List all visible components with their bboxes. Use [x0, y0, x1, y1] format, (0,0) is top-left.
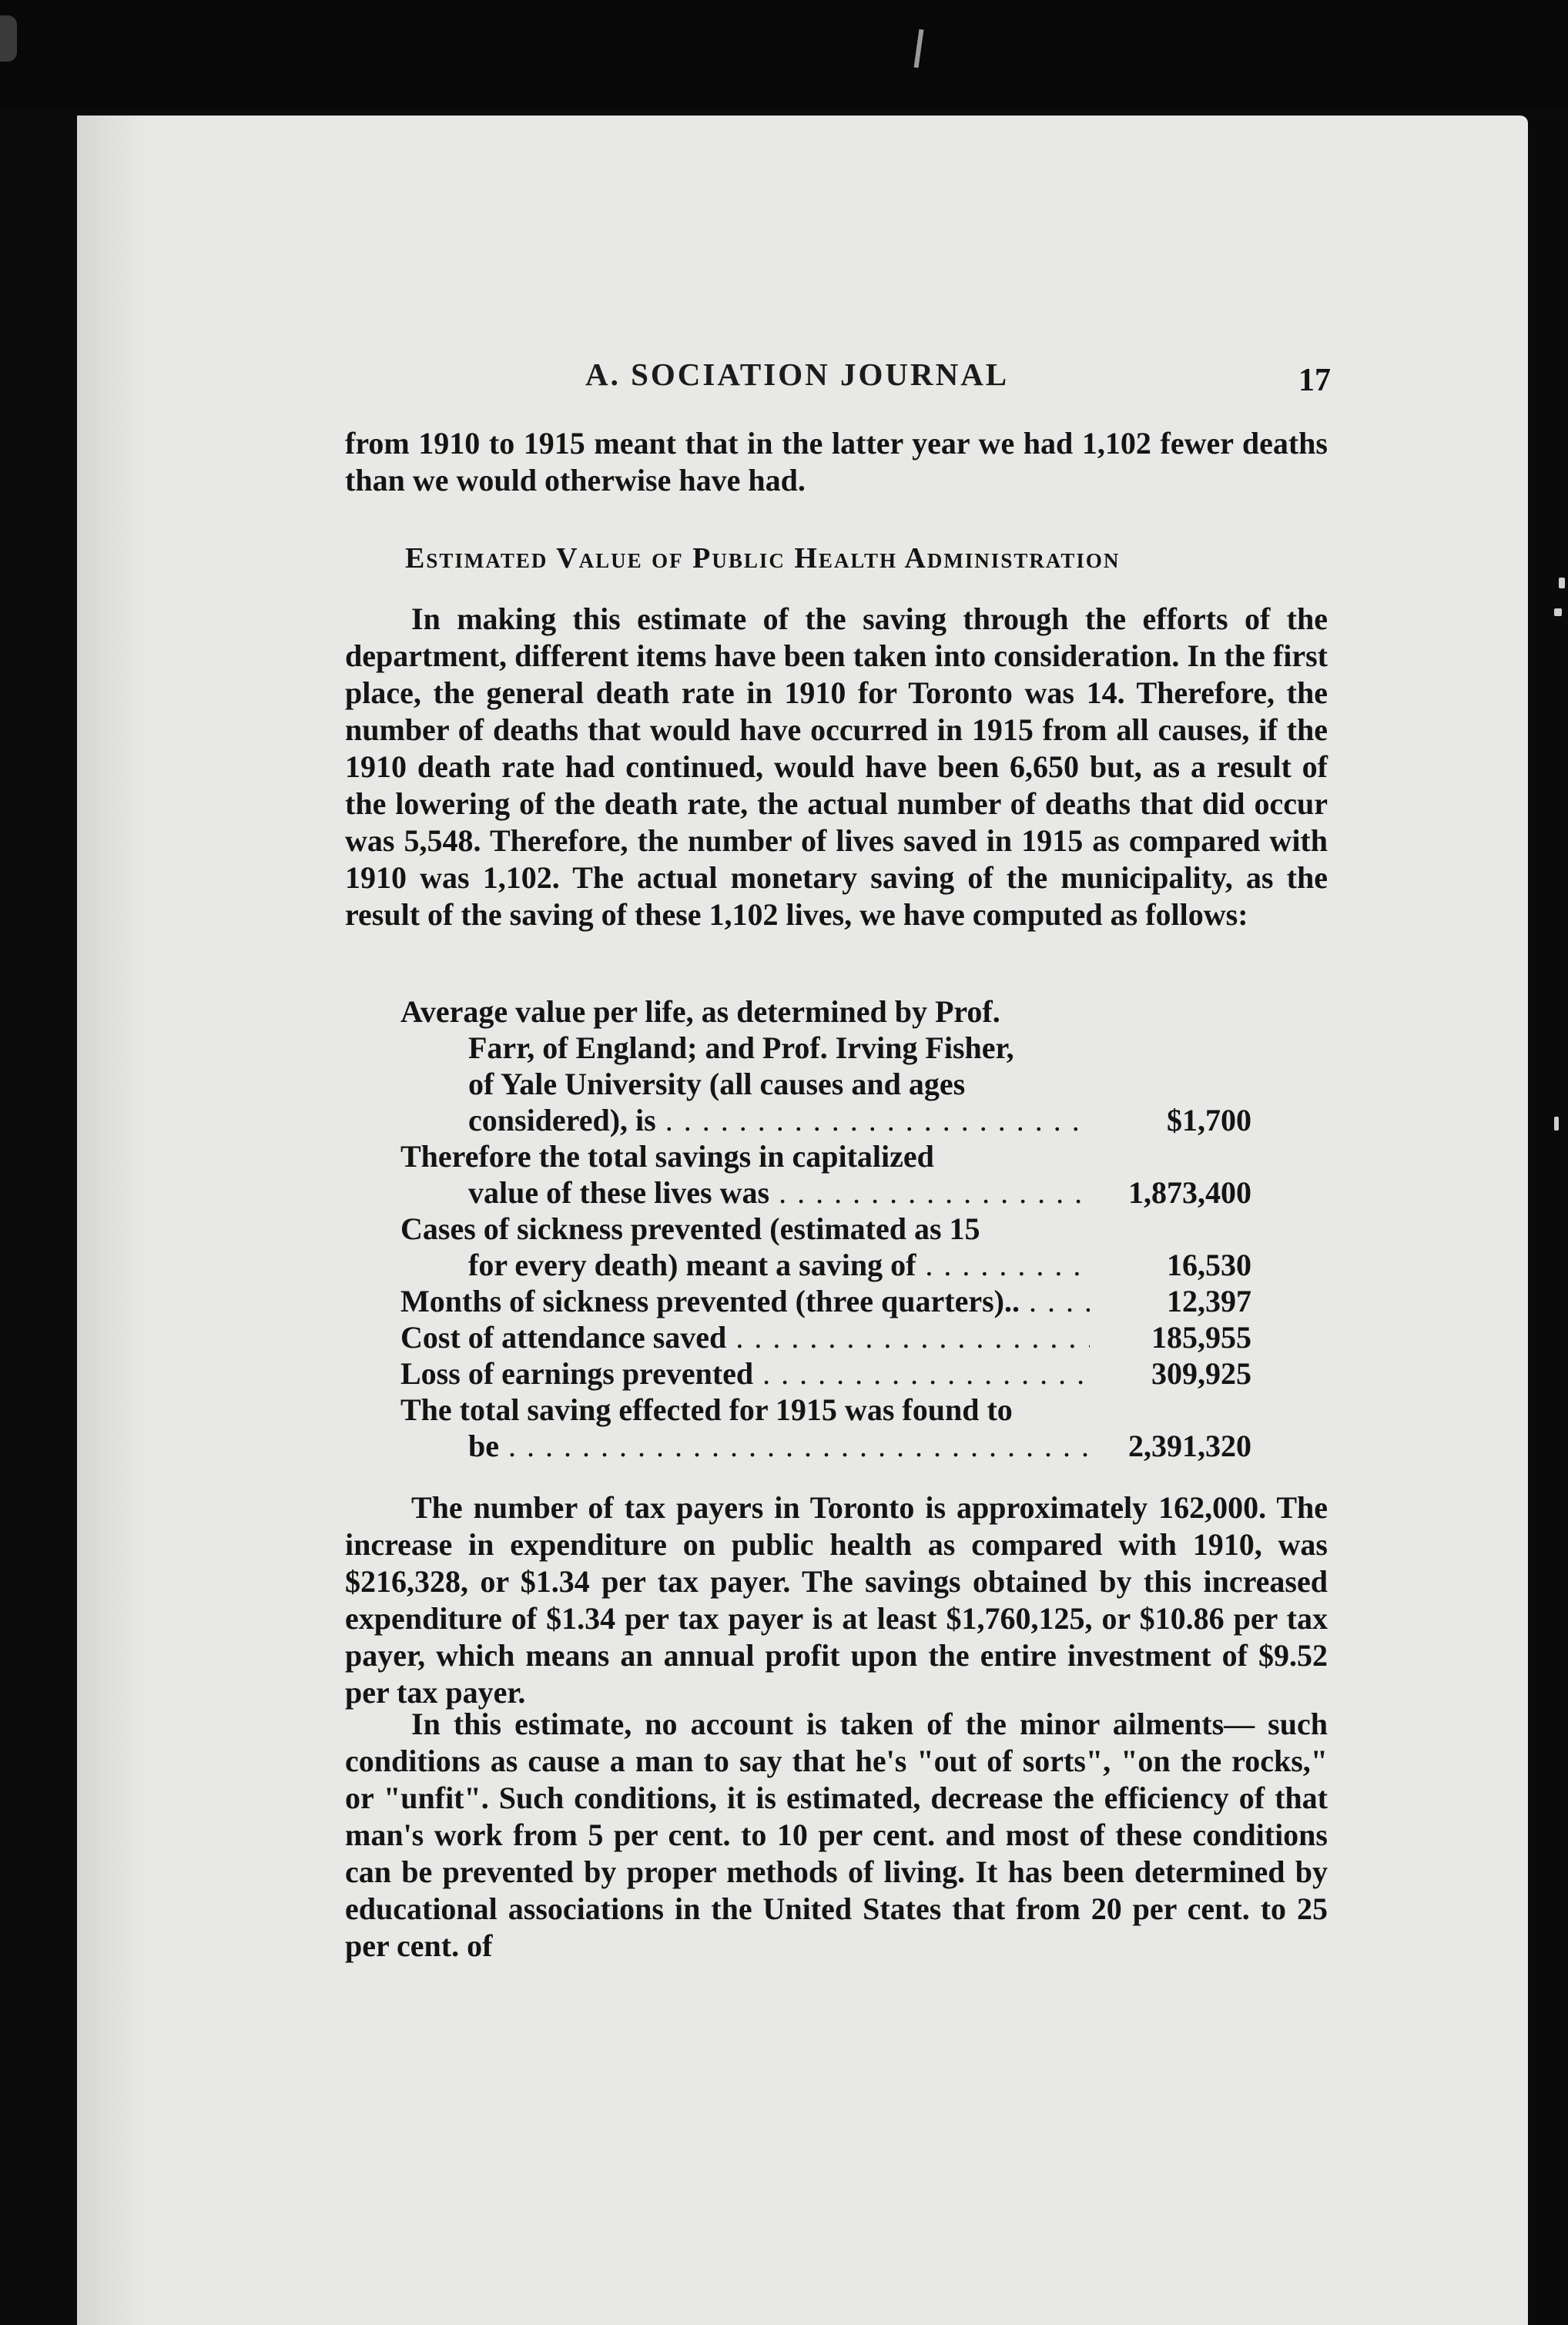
ledger-row [400, 993, 1286, 1138]
ledger-label-line: Average value per life, as determined by Prof. [400, 994, 1000, 1029]
ledger-label-line: Farr, of England; and Prof. Irving Fisher, [468, 1030, 1014, 1065]
ledger-dotted-line: considered), is . . . [400, 1102, 1090, 1138]
ledger-row [400, 1355, 1286, 1392]
ledger-label-line: The total saving effected for 1915 was found to [400, 1392, 1013, 1427]
ledger-dotted-line: Cost of attendance saved . . . [400, 1319, 1090, 1355]
ledger-label [400, 1211, 1090, 1283]
ledger-dotted-line: for every death) meant a saving of . . . [400, 1247, 1090, 1283]
scan-corner-mark [0, 15, 17, 62]
scanner-background [0, 0, 1568, 108]
page-binding-shadow [77, 116, 146, 2325]
ledger-label-line: Therefore the total savings in capitalized [400, 1139, 934, 1174]
scanner-right-edge [1523, 116, 1568, 2325]
ledger-row [400, 1392, 1286, 1464]
ledger-value: 12,397 [1167, 1284, 1251, 1318]
ledger-dotted-line: be . . . [400, 1428, 1090, 1464]
ledger-value: 309,925 [1151, 1356, 1251, 1391]
ledger-value: 185,955 [1151, 1320, 1251, 1355]
ledger-row [400, 1283, 1286, 1319]
ledger-dotted-line: Months of sickness prevented (three quarters).. . . . [400, 1283, 1090, 1319]
minor-ailments-paragraph: In this estimate, no account is taken of the minor ailments— such conditions as cause a man to say that he's "out of sorts", "on the rocks," or "unfit". Such conditions, it is estimated, decrease the efficiency of that man's work from 5 per cent. to 10 per cent. and most of these conditions can be prevented by proper methods of living. It has been determined by educational associations in the United States that from 20 per cent. to 25 per cent. of [345, 1707, 1328, 1963]
ledger-row [400, 1319, 1286, 1355]
ledger-value: 2,391,320 [1128, 1429, 1251, 1463]
ledger-label [400, 1355, 1090, 1392]
ledger-label [400, 993, 1090, 1138]
ledger-value: 16,530 [1167, 1248, 1251, 1282]
ledger-dotted-line: Loss of earnings prevented . . . [400, 1355, 1090, 1392]
section-heading: Estimated Value of Public Health Administration [405, 542, 1121, 575]
ledger-label [400, 1319, 1090, 1355]
ledger-value: $1,700 [1167, 1103, 1251, 1137]
ledger-label [400, 1138, 1090, 1211]
ledger-label [400, 1392, 1090, 1464]
tax-payers-paragraph: The number of tax payers in Toronto is approximately 162,000. The increase in expenditure on public health as compared with 1910, was $216,328, or $1.34 per tax payer. The savings obtained by this increased expenditure of $1.34 per tax payer is at least $1,760,125, or $10.86 per tax payer, which means an annual profit upon the entire investment of $9.52 per tax payer. [345, 1490, 1328, 1710]
ledger-label [400, 1283, 1090, 1319]
ledger-value: 1,873,400 [1128, 1175, 1251, 1210]
ledger-row [400, 1138, 1286, 1211]
ledger-dotted-line: value of these lives was . . . [400, 1174, 1090, 1211]
opening-paragraph: from 1910 to 1915 meant that in the latter year we had 1,102 fewer deaths than we would otherwise have had. [345, 426, 1328, 497]
ledger-row [400, 1211, 1286, 1283]
ledger-label-line: of Yale University (all causes and ages [468, 1067, 966, 1101]
page-number: 17 [1298, 363, 1331, 398]
estimate-paragraph: In making this estimate of the saving through the efforts of the department, different items have been taken into consideration. In the first place, the general death rate in 1910 for Toronto was 14. Therefore, the number of deaths that would have occurred in 1915 from all causes, if the 1910 death rate had continued, would have been 6,650 but, as a result of the lowering of the death rate, the actual number of deaths that did occur was 5,548. Therefore, the number of lives saved in 1915 as compared with 1910 was 1,102. The actual monetary saving of the municipality, as the result of the saving of these 1,102 lives, we have computed as follows: [345, 601, 1328, 932]
ledger-label-line: Cases of sickness prevented (estimated as 15 [400, 1211, 980, 1246]
running-title: A. SOCIATION JOURNAL [585, 357, 1010, 392]
savings-ledger [400, 993, 1286, 1464]
